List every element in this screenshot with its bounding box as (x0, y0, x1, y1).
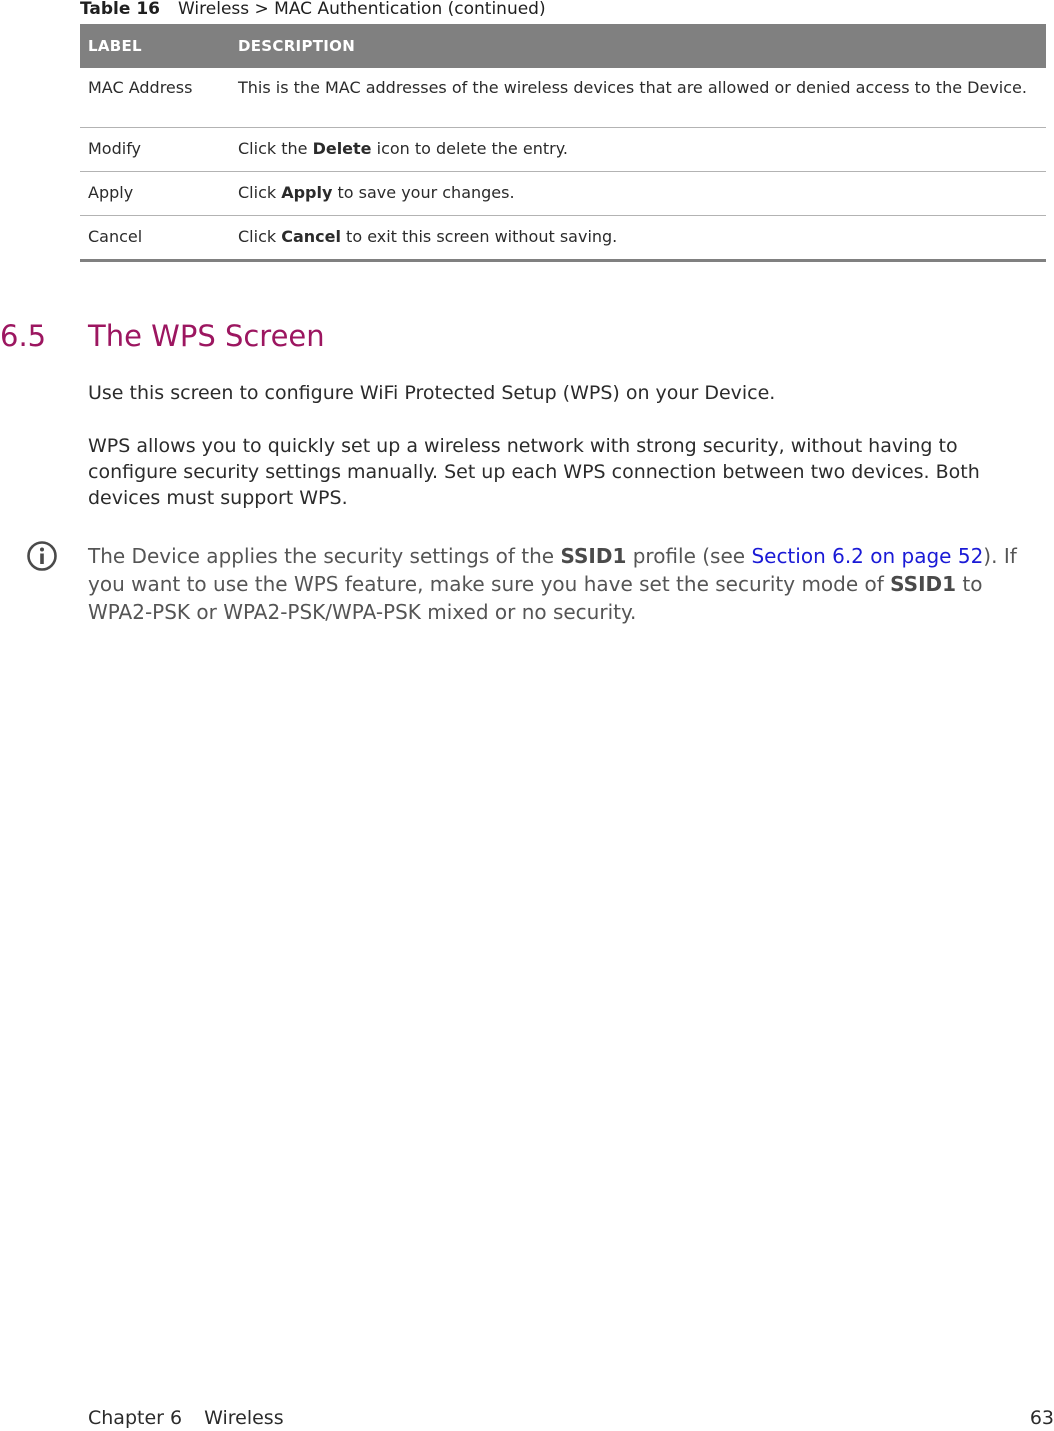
table-header-row (80, 24, 1046, 68)
desc-text: Click the (238, 139, 313, 158)
table-row (80, 68, 1046, 128)
row-label: Modify (80, 128, 230, 172)
table-caption (80, 0, 546, 20)
info-icon (26, 540, 58, 572)
note-text-part: The Device applies the security settings of the (88, 544, 561, 568)
paragraph-intro: Use this screen to configure WiFi Protected Setup (WPS) on your Device. (88, 382, 776, 404)
description-table (80, 24, 1046, 262)
row-description (230, 128, 1046, 172)
table-row (80, 172, 1046, 216)
table-row (80, 216, 1046, 261)
desc-text: Click (238, 183, 282, 202)
row-label: MAC Address (80, 68, 230, 128)
section-title: The WPS Screen (88, 319, 325, 353)
footer-chapter (88, 1405, 284, 1431)
section-number: 6.5 (0, 319, 47, 353)
table-number: Table 16 (80, 0, 160, 19)
table-row (80, 128, 1046, 172)
row-label: Cancel (88, 227, 143, 246)
row-description (230, 172, 1046, 216)
desc-text: Click (238, 227, 282, 246)
desc-text: to exit this screen without saving. (340, 227, 618, 246)
section-heading (0, 318, 325, 354)
note-text-part: to WPA2-PSK or WPA2-PSK/WPA-PSK mixed or no security. (88, 572, 983, 624)
desc-bold: Cancel (281, 227, 341, 246)
note-bold-ssid1: SSID1 (890, 572, 957, 596)
row-description (230, 216, 1046, 261)
desc-bold: Delete (312, 139, 372, 158)
desc-text: to save your changes. (332, 183, 515, 202)
desc-bold: Apply (281, 183, 333, 202)
note-bold-ssid1: SSID1 (560, 544, 627, 568)
footer-chapter-number: Chapter 6 (88, 1407, 183, 1429)
desc-text: icon to delete the entry. (371, 139, 568, 158)
column-header-description: DESCRIPTION (230, 24, 1046, 68)
note-text-part: profile (see (626, 544, 752, 568)
page-number: 63 (1029, 1407, 1054, 1429)
section-link[interactable]: Section 6.2 on page 52 (751, 544, 984, 568)
note-text-part: ). If you want to use the WPS feature, make sure you have set the security mode of (88, 544, 1017, 596)
paragraph-wps: WPS allows you to quickly set up a wireless network with strong security, without having to configure security settings manually. Set up each WPS connection between two devices. Both devices must support WPS. (88, 435, 980, 509)
column-header-label: LABEL (80, 24, 230, 68)
note-text (88, 542, 1038, 626)
footer-chapter-title: Wireless (204, 1407, 284, 1429)
row-description: This is the MAC addresses of the wireless devices that are allowed or denied access to the Device. (230, 68, 1046, 128)
row-label: Apply (80, 172, 230, 216)
table-title: Wireless > MAC Authentication (continued) (177, 0, 546, 19)
